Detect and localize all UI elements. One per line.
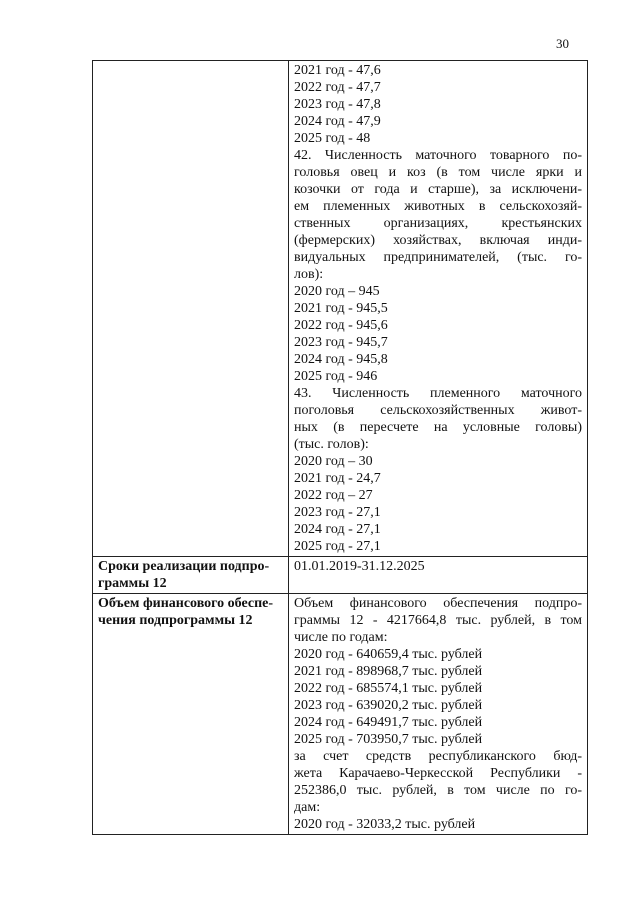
page-number: 30	[556, 36, 569, 51]
timeframe-label	[93, 557, 289, 594]
funding-label	[93, 594, 289, 835]
funding-label-line: чения подпрограммы 12	[98, 613, 253, 628]
year-value: 2020 год – 945	[294, 284, 380, 299]
funding-text: 252386,0 тыс. рублей, в том числе по го-	[294, 783, 582, 798]
item-43-text: ных (в пересчете на условные головы)	[294, 420, 582, 435]
item-42-text: ем племенных животных в сельскохозяй-	[294, 199, 582, 214]
funding-text: Объем финансового обеспечения подпро-	[294, 596, 582, 611]
item-42-text: 42. Численность маточного товарного по-	[294, 148, 582, 163]
item-42-text: видуальных предпринимателей, (тыс. го-	[294, 250, 582, 265]
item-43-text: 43. Численность племенного маточного	[294, 386, 582, 401]
funding-text: дам:	[294, 800, 321, 815]
item-42-text: головья овец и коз (в том числе ярки и	[294, 165, 582, 180]
table-row-timeframe	[93, 557, 588, 594]
year-value: 2021 год - 945,5	[294, 301, 388, 316]
year-value: 2021 год - 47,6	[294, 63, 381, 78]
timeframe-label-line: Сроки реализации подпро-	[98, 559, 270, 574]
year-value: 2022 год – 27	[294, 488, 373, 503]
funding-text: числе по годам:	[294, 630, 388, 645]
funding-year: 2024 год - 649491,7 тыс. рублей	[294, 715, 483, 730]
year-value: 2024 год - 27,1	[294, 522, 381, 537]
funding-text: граммы 12 - 4217664,8 тыс. рублей, в том	[294, 613, 582, 628]
timeframe-value	[289, 557, 588, 594]
item-42-text: (фермерских) хозяйствах, включая инди-	[294, 233, 582, 248]
year-value: 2023 год - 47,8	[294, 97, 381, 112]
year-value: 2022 год - 945,6	[294, 318, 388, 333]
row-label-empty	[93, 61, 289, 557]
funding-year: 2021 год - 898968,7 тыс. рублей	[294, 664, 483, 679]
item-43-text: (тыс. голов):	[294, 437, 369, 452]
year-value: 2024 год - 47,9	[294, 114, 381, 129]
passport-table	[92, 60, 588, 835]
year-value: 2021 год - 24,7	[294, 471, 381, 486]
timeframe-value-text: 01.01.2019-31.12.2025	[294, 559, 425, 574]
timeframe-label-line: граммы 12	[98, 576, 167, 591]
indicators-cell	[289, 61, 588, 557]
year-value: 2023 год - 27,1	[294, 505, 381, 520]
year-value: 2023 год - 945,7	[294, 335, 388, 350]
year-value: 2025 год - 27,1	[294, 539, 381, 554]
funding-year: 2020 год - 32033,2 тыс. рублей	[294, 817, 476, 832]
table-row-indicators	[93, 61, 588, 557]
year-value: 2022 год - 47,7	[294, 80, 381, 95]
funding-year: 2023 год - 639020,2 тыс. рублей	[294, 698, 483, 713]
item-42-text: ственных организациях, крестьянских	[294, 216, 582, 231]
item-42-text: козочки от года и старше), за исключени-	[294, 182, 582, 197]
funding-text: за счет средств республиканского бюд-	[294, 749, 582, 764]
year-value: 2025 год - 946	[294, 369, 378, 384]
item-43-text: поголовья сельскохозяйственных живот-	[294, 403, 582, 418]
year-value: 2025 год - 48	[294, 131, 371, 146]
funding-year: 2025 год - 703950,7 тыс. рублей	[294, 732, 483, 747]
funding-year: 2022 год - 685574,1 тыс. рублей	[294, 681, 483, 696]
funding-label-line: Объем финансового обеспе-	[98, 596, 274, 611]
year-value: 2024 год - 945,8	[294, 352, 388, 367]
year-value: 2020 год – 30	[294, 454, 373, 469]
funding-text: жета Карачаево-Черкесской Республики -	[294, 766, 582, 781]
table-row-funding	[93, 594, 588, 835]
funding-cell	[289, 594, 588, 835]
item-42-text: лов):	[294, 267, 324, 282]
funding-year: 2020 год - 640659,4 тыс. рублей	[294, 647, 483, 662]
